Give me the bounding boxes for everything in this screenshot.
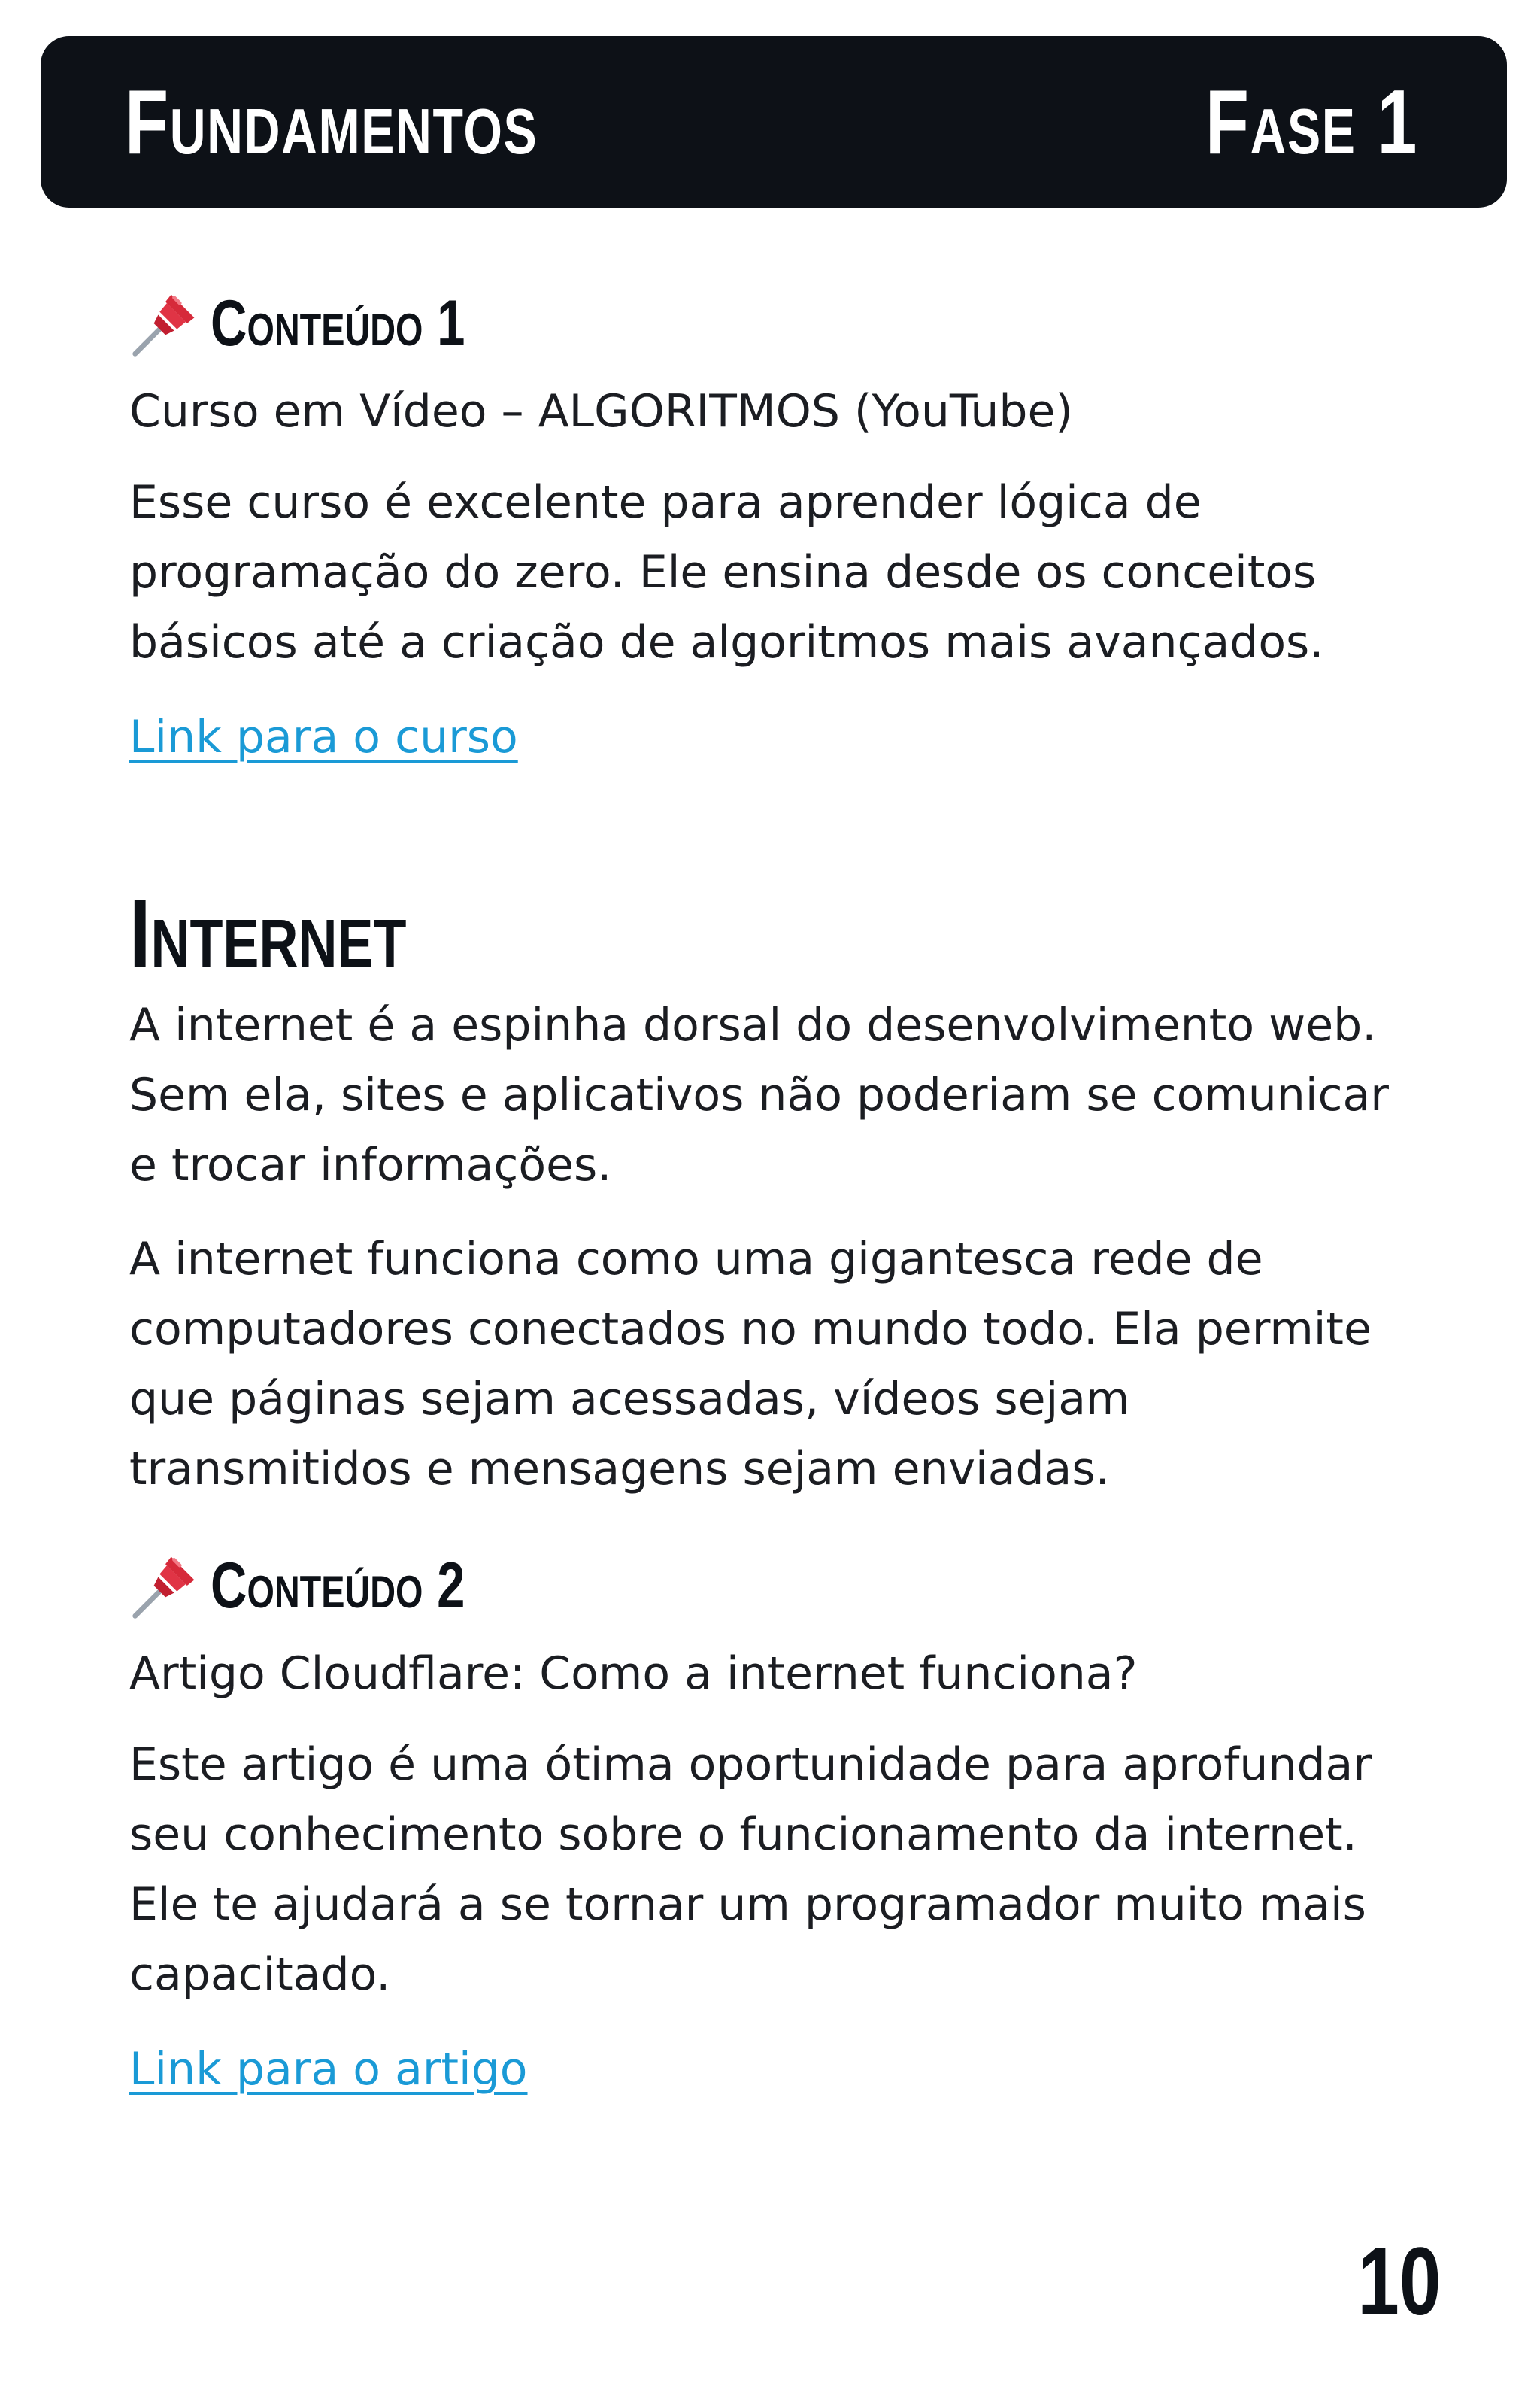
internet-paragraph-1: A internet é a espinha dorsal do desenvolvimento web. Sem ela, sites e aplicativos não poderiam se comunicar e trocar informações. <box>129 999 1389 1191</box>
internet-paragraph-2: A internet funciona como uma gigantesca rede de computadores conectados no mundo todo. Ela permite que páginas sejam acessadas, vídeos sejam transmitidos e mensagens sejam enviadas. <box>129 1233 1372 1495</box>
header-phase: Fase 1 <box>1205 71 1418 173</box>
content-2-description: Este artigo é uma ótima oportunidade para aprofundar seu conhecimento sobre o funcionamento da internet. Ele te ajudará a se tornar um programador muito mais capacitado. <box>129 1738 1372 2001</box>
content-1-heading <box>129 271 1423 376</box>
content-2-subtitle: Artigo Cloudflare: Como a internet funciona? <box>129 1647 1138 1700</box>
content-2-heading <box>129 1533 1423 1638</box>
content-1-description: Esse curso é excelente para aprender lógica de programação do zero. Ele ensina desde os conceitos básicos até a criação de algoritmos mais avançados. <box>129 476 1324 669</box>
internet-heading: Internet <box>129 880 407 988</box>
header-title: Fundamentos <box>125 71 538 173</box>
article-link[interactable]: Link para o artigo <box>129 2043 528 2096</box>
page-header <box>41 36 1507 208</box>
content-1-title: Conteúdo 1 <box>211 287 465 360</box>
pushpin-icon <box>129 1550 202 1622</box>
page-number: 10 <box>1357 2228 1441 2336</box>
pushpin-icon <box>129 287 202 360</box>
content-1-subtitle: Curso em Vídeo – ALGORITMOS (YouTube) <box>129 385 1073 438</box>
content-2-title: Conteúdo 2 <box>211 1549 465 1622</box>
course-link[interactable]: Link para o curso <box>129 711 518 763</box>
page-content <box>129 271 1423 2105</box>
